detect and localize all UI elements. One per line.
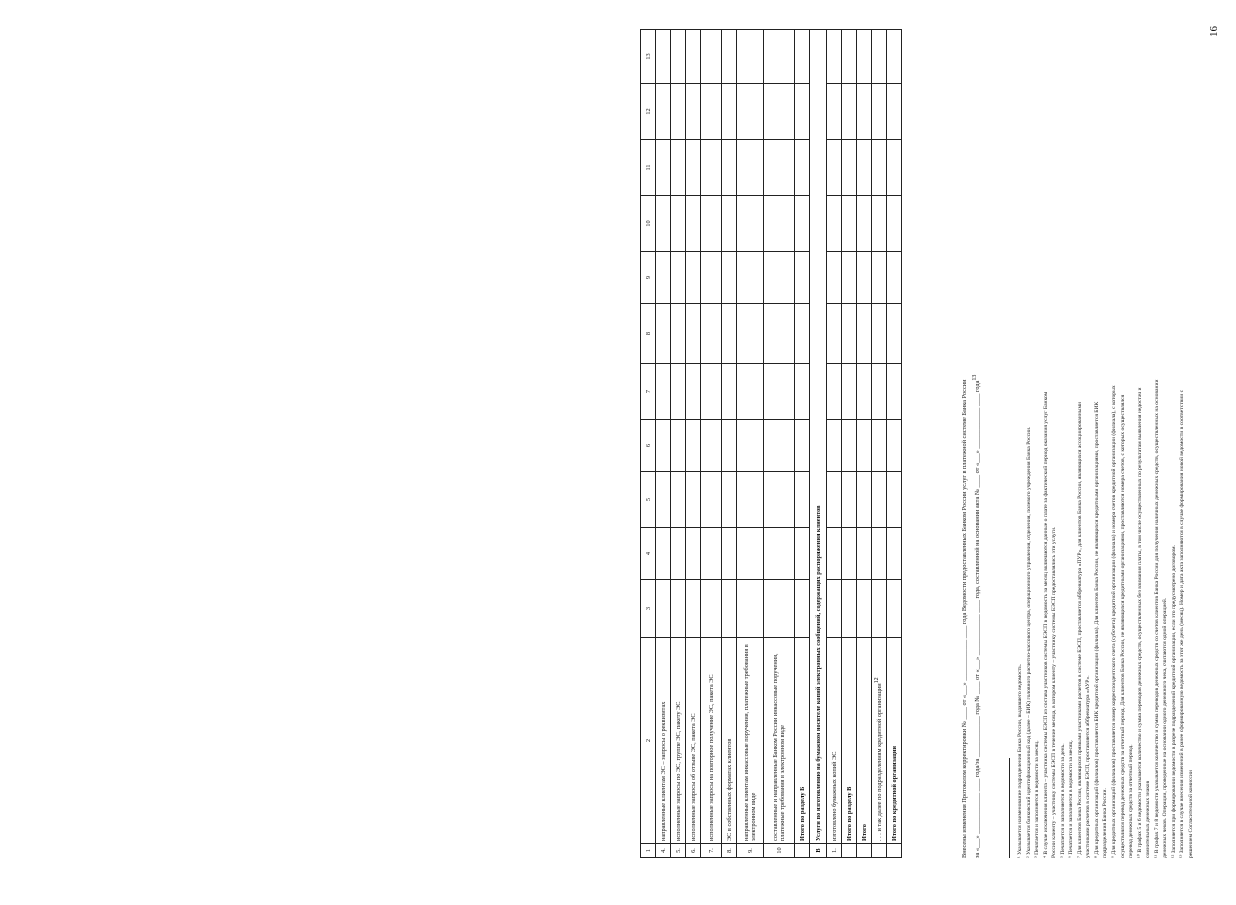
value-cell: [827, 252, 842, 304]
column-number: 11: [641, 140, 656, 196]
row-label-text: исполненные запросы по ЭС, группе ЭС, пакету ЭС: [674, 701, 682, 841]
footnote-line: ² Указывается банковский идентификационный код (далее – БИК) головного расчетно-кассового центра, операционного управления, отделения, полевого учреждения Банка России.: [1025, 426, 1032, 858]
value-cell: [827, 30, 842, 84]
value-cell: [887, 472, 902, 528]
column-number-row: [641, 30, 656, 858]
value-cell: [795, 364, 810, 420]
column-number: 10: [641, 196, 656, 252]
value-cell: [795, 30, 810, 84]
value-cell: [656, 304, 671, 364]
footnote-line: ⁴ В случае исключения клиента – участника системы БЭСП из состава участников системы БЭСП в ведомость за месяц включаются данные о плате за фактический период оказания услуг Банком: [1042, 391, 1049, 858]
row-number: 7.: [701, 844, 722, 858]
value-cell: [764, 528, 795, 580]
value-cell: [671, 580, 686, 638]
row-label-text: Итого по кредитной организации: [890, 745, 898, 841]
row-label-text: . . . и так далее по подразделениям кредитной организации: [876, 683, 884, 841]
footnote-line: ³ Печатается и заполняется в ведомости за месяц.: [1034, 740, 1041, 858]
value-cell: [857, 304, 872, 364]
services-table: [640, 29, 902, 858]
table-row: [842, 30, 857, 858]
column-number: 1: [641, 844, 656, 858]
row-label: [656, 638, 671, 844]
column-number: 7: [641, 364, 656, 420]
value-cell: [686, 84, 701, 140]
footnote-line: ¹⁰ В графах 5 и 6 ведомости указывается количество и сумма переводов денежных средств, осуществленных без взимания платы, в том числе осуществленных по результатам выявления недостач и: [1136, 387, 1143, 858]
value-cell: [872, 472, 887, 528]
value-cell: [737, 472, 764, 528]
footnote-line: перевод денежных средств за отчетный период.: [1128, 744, 1135, 858]
correction-line-2: за «___» _____________ ____ года/за _____________ года № ____ от «___» _____________ ____ года, составленной на основании акта № ____ от «___» _____________ ____ года$^{13}$: [972, 374, 982, 858]
value-cell: [722, 140, 737, 196]
row-label: [764, 638, 795, 844]
value-cell: [671, 420, 686, 472]
row-number: 4.: [656, 844, 671, 858]
table-row: [671, 30, 686, 858]
value-cell: [795, 420, 810, 472]
table-row: [722, 30, 737, 858]
value-cell: [656, 528, 671, 580]
footnote-line: ¹¹ В графах 7 и 8 ведомости указывается количество и сумма переводов денежных средств со счетов клиентов Банка России для получения наличных денежных средств, осуществленных на основании: [1153, 379, 1160, 858]
column-number: 4: [641, 528, 656, 580]
value-cell: [764, 84, 795, 140]
row-label-text: Итого: [860, 824, 868, 841]
value-cell: [842, 420, 857, 472]
value-cell: [701, 580, 722, 638]
value-cell: [737, 420, 764, 472]
row-number: 5.: [671, 844, 686, 858]
row-number: 8.: [722, 844, 737, 858]
footnote-ref-13: 13: [972, 374, 978, 381]
column-number: 9: [641, 252, 656, 304]
value-cell: [857, 196, 872, 252]
value-cell: [701, 472, 722, 528]
footnote-line: России клиенту – участнику системы БЭСП в течение месяца, в котором клиенту – участнику системы БЭСП предоставлялись эти услуги.: [1051, 526, 1058, 858]
page-number: 16: [1208, 26, 1220, 37]
value-cell: [795, 304, 810, 364]
value-cell: [795, 580, 810, 638]
column-number: 13: [641, 30, 656, 84]
value-cell: [686, 252, 701, 304]
value-cell: [656, 472, 671, 528]
value-cell: [686, 30, 701, 84]
value-cell: [887, 304, 902, 364]
value-cell: [827, 580, 842, 638]
row-label: [810, 30, 827, 844]
footnote-line: решением Согласительной комиссии: [1187, 770, 1194, 858]
row-label-text: изготовлено бумажных копий ЭС: [830, 751, 838, 841]
value-cell: [872, 84, 887, 140]
row-label-text: Услуги по изготовлению на бумажном носителе копий электронных сообщений, содержащих распоряжения клиентов: [814, 505, 822, 841]
row-label: [887, 638, 902, 844]
footnote-line: ⁷ Для клиентов Банка России, являющихся прямыми участниками расчетов в системе БЭСП, проставляется аббревиатура «ПУР», для клиентов Банка России, являющихся ассоциированными: [1076, 401, 1083, 858]
value-cell: [857, 580, 872, 638]
value-cell: [872, 528, 887, 580]
value-cell: [722, 528, 737, 580]
column-number: 6: [641, 420, 656, 472]
value-cell: [671, 196, 686, 252]
value-cell: [872, 30, 887, 84]
value-cell: [842, 472, 857, 528]
value-cell: [701, 304, 722, 364]
value-cell: [656, 140, 671, 196]
footnote-line: денежных чеков. Операции, проведенные на основании одного денежного чека, считаются одной операцией.: [1162, 597, 1169, 858]
value-cell: [887, 84, 902, 140]
value-cell: [686, 580, 701, 638]
value-cell: [842, 364, 857, 420]
row-label: [872, 638, 887, 844]
value-cell: [764, 30, 795, 84]
value-cell: [722, 252, 737, 304]
value-cell: [737, 30, 764, 84]
value-cell: [686, 420, 701, 472]
table-row: [656, 30, 671, 858]
row-label: [842, 638, 857, 844]
table-row: [810, 30, 827, 858]
table-row: [887, 30, 902, 858]
value-cell: [857, 420, 872, 472]
value-cell: [701, 84, 722, 140]
row-number: [857, 844, 872, 858]
footnote-ref-12: 12: [874, 677, 881, 684]
value-cell: [827, 304, 842, 364]
value-cell: [872, 252, 887, 304]
value-cell: [872, 196, 887, 252]
row-label: [737, 638, 764, 844]
column-number: 2: [641, 638, 656, 844]
value-cell: [656, 30, 671, 84]
row-label-text: направленные клиентам инкассовые поручения, платежные требования в электронном виде: [743, 644, 757, 841]
value-cell: [701, 364, 722, 420]
footnotes: [1016, 28, 1195, 858]
value-cell: [842, 252, 857, 304]
table-row: [686, 30, 701, 858]
value-cell: [857, 528, 872, 580]
value-cell: [795, 140, 810, 196]
row-number: В: [810, 844, 827, 858]
footnote-line: участниками расчетов в системе БЭСП, проставляется аббревиатура «АУР».: [1085, 675, 1092, 858]
value-cell: [737, 196, 764, 252]
value-cell: [872, 304, 887, 364]
value-cell: [842, 304, 857, 364]
value-cell: [671, 304, 686, 364]
value-cell: [701, 140, 722, 196]
value-cell: [671, 528, 686, 580]
value-cell: [737, 304, 764, 364]
value-cell: [722, 420, 737, 472]
row-label: [827, 638, 842, 844]
value-cell: [701, 30, 722, 84]
row-label-text: направленные клиентам ЭС – запросы о реквизитах: [659, 701, 667, 841]
value-cell: [764, 420, 795, 472]
value-cell: [827, 140, 842, 196]
row-number: [795, 844, 810, 858]
row-number: 1.: [827, 844, 842, 858]
value-cell: [764, 580, 795, 638]
row-label-text: ЭС в собственных форматах клиентов: [725, 738, 733, 841]
value-cell: [795, 196, 810, 252]
row-label-text: исполненные запросы на повторное получение ЭС, пакета ЭС: [707, 674, 715, 841]
value-cell: [872, 364, 887, 420]
value-cell: [686, 528, 701, 580]
row-number: [842, 844, 857, 858]
value-cell: [671, 364, 686, 420]
value-cell: [764, 472, 795, 528]
value-cell: [842, 140, 857, 196]
correction-lines: [959, 38, 983, 858]
value-cell: [737, 528, 764, 580]
value-cell: [842, 580, 857, 638]
footnote-line: сомнительных денежных знаков: [1145, 780, 1152, 858]
value-cell: [671, 472, 686, 528]
value-cell: [686, 196, 701, 252]
value-cell: [764, 140, 795, 196]
value-cell: [722, 196, 737, 252]
table-row: [701, 30, 722, 858]
footnote-line: ¹³ Заполняется в случае внесения изменений в ранее сформированную ведомость за этот же день (месяц). Номер и дата акта заполняются в случае формирования новой ведомости в соответствии с: [1179, 389, 1186, 858]
row-label: [857, 638, 872, 844]
value-cell: [656, 252, 671, 304]
value-cell: [887, 364, 902, 420]
value-cell: [827, 528, 842, 580]
value-cell: [722, 364, 737, 420]
value-cell: [887, 30, 902, 84]
value-cell: [857, 30, 872, 84]
value-cell: [737, 580, 764, 638]
value-cell: [722, 84, 737, 140]
value-cell: [795, 252, 810, 304]
footnote-line: ¹² Заполняется при формировании ведомости в разрезе подразделений кредитной организации, если это предусмотрено договором.: [1170, 545, 1177, 858]
column-number: 5: [641, 472, 656, 528]
value-cell: [656, 84, 671, 140]
value-cell: [686, 472, 701, 528]
table-row: [764, 30, 795, 858]
value-cell: [764, 304, 795, 364]
value-cell: [872, 580, 887, 638]
value-cell: [887, 252, 902, 304]
value-cell: [701, 196, 722, 252]
value-cell: [857, 472, 872, 528]
value-cell: [722, 30, 737, 84]
value-cell: [737, 140, 764, 196]
row-label: [722, 638, 737, 844]
value-cell: [795, 472, 810, 528]
footnote-line: подразделения Банка России.: [1102, 788, 1109, 858]
value-cell: [857, 364, 872, 420]
value-cell: [887, 140, 902, 196]
value-cell: [887, 580, 902, 638]
row-label: [671, 638, 686, 844]
value-cell: [737, 252, 764, 304]
value-cell: [656, 364, 671, 420]
table-row: [857, 30, 872, 858]
value-cell: [842, 30, 857, 84]
value-cell: [827, 364, 842, 420]
table-row: [827, 30, 842, 858]
value-cell: [671, 252, 686, 304]
value-cell: [887, 196, 902, 252]
value-cell: [764, 364, 795, 420]
value-cell: [701, 252, 722, 304]
value-cell: [842, 528, 857, 580]
table-row: [872, 30, 887, 858]
footnote-line: ¹ Указывается наименование подразделения Банка России, выдавшего ведомость.: [1017, 663, 1023, 858]
column-number: 8: [641, 304, 656, 364]
value-cell: [701, 420, 722, 472]
row-label-text: Итого по разделу В: [845, 786, 853, 841]
value-cell: [701, 528, 722, 580]
value-cell: [722, 580, 737, 638]
value-cell: [887, 528, 902, 580]
row-label-text: Итого по разделу Б: [798, 786, 806, 841]
value-cell: [827, 420, 842, 472]
row-number: 9.: [737, 844, 764, 858]
value-cell: [872, 420, 887, 472]
footnote-rule: [1009, 758, 1010, 858]
value-cell: [842, 196, 857, 252]
value-cell: [737, 84, 764, 140]
footnote-line: ⁵ Печатается и заполняется в ведомости за день.: [1059, 743, 1066, 858]
value-cell: [656, 196, 671, 252]
row-number: [872, 844, 887, 858]
value-cell: [764, 252, 795, 304]
value-cell: [872, 140, 887, 196]
value-cell: [671, 30, 686, 84]
value-cell: [857, 84, 872, 140]
value-cell: [737, 364, 764, 420]
row-number: 10: [764, 844, 795, 858]
footnote-line: осуществлялся перевод денежных средств за отчетный период. Для клиентов Банка России, не являющихся кредитными организациями, проставляются номера счетов, с которых осуществлялся: [1119, 394, 1126, 858]
row-label-text: исполненные запросы об отзыве ЭС, пакета ЭС: [689, 713, 697, 841]
rotated-page: [624, 18, 1236, 898]
value-cell: [686, 304, 701, 364]
value-cell: [686, 140, 701, 196]
table-row: [795, 30, 810, 858]
column-number: 12: [641, 84, 656, 140]
value-cell: [656, 580, 671, 638]
value-cell: [656, 420, 671, 472]
value-cell: [795, 84, 810, 140]
value-cell: [671, 140, 686, 196]
value-cell: [722, 304, 737, 364]
correction-line-1: Внесены изменения Протоколом корректировки № ____ от «___» _____________ ____ года Ведомости предоставленных Банком России услуг в платежной системе Банка России: [961, 379, 968, 858]
row-label: [701, 638, 722, 844]
value-cell: [887, 420, 902, 472]
footnote-line: ⁹ Для кредитных организаций (филиалов) проставляется номер корреспондентского счета (субсчета) кредитной организации (филиала) и номера счетов кредитной организации (филиала), с которых: [1111, 385, 1118, 858]
row-number: 6.: [686, 844, 701, 858]
row-label-text: составленные и направленные Банком России инкассовые поручения, платежные требования в электронном виде: [772, 653, 786, 841]
footnote-line: ⁶ Печатается и заполняется в ведомости за месяц.: [1068, 740, 1075, 858]
table-row: [737, 30, 764, 858]
table-body: [641, 30, 902, 858]
row-label: [795, 638, 810, 844]
row-number: [887, 844, 902, 858]
value-cell: [827, 472, 842, 528]
value-cell: [764, 196, 795, 252]
value-cell: [827, 196, 842, 252]
value-cell: [671, 84, 686, 140]
value-cell: [827, 84, 842, 140]
value-cell: [686, 364, 701, 420]
value-cell: [722, 472, 737, 528]
footnote-line: ⁸ Для кредитных организаций (филиалов) проставляется БИК кредитной организации (филиала). Для клиентов Банка России, не являющихся кредитными организациями, проставляется БИК: [1093, 401, 1100, 858]
value-cell: [795, 528, 810, 580]
value-cell: [857, 140, 872, 196]
column-number: 3: [641, 580, 656, 638]
value-cell: [842, 84, 857, 140]
value-cell: [857, 252, 872, 304]
row-label: [686, 638, 701, 844]
